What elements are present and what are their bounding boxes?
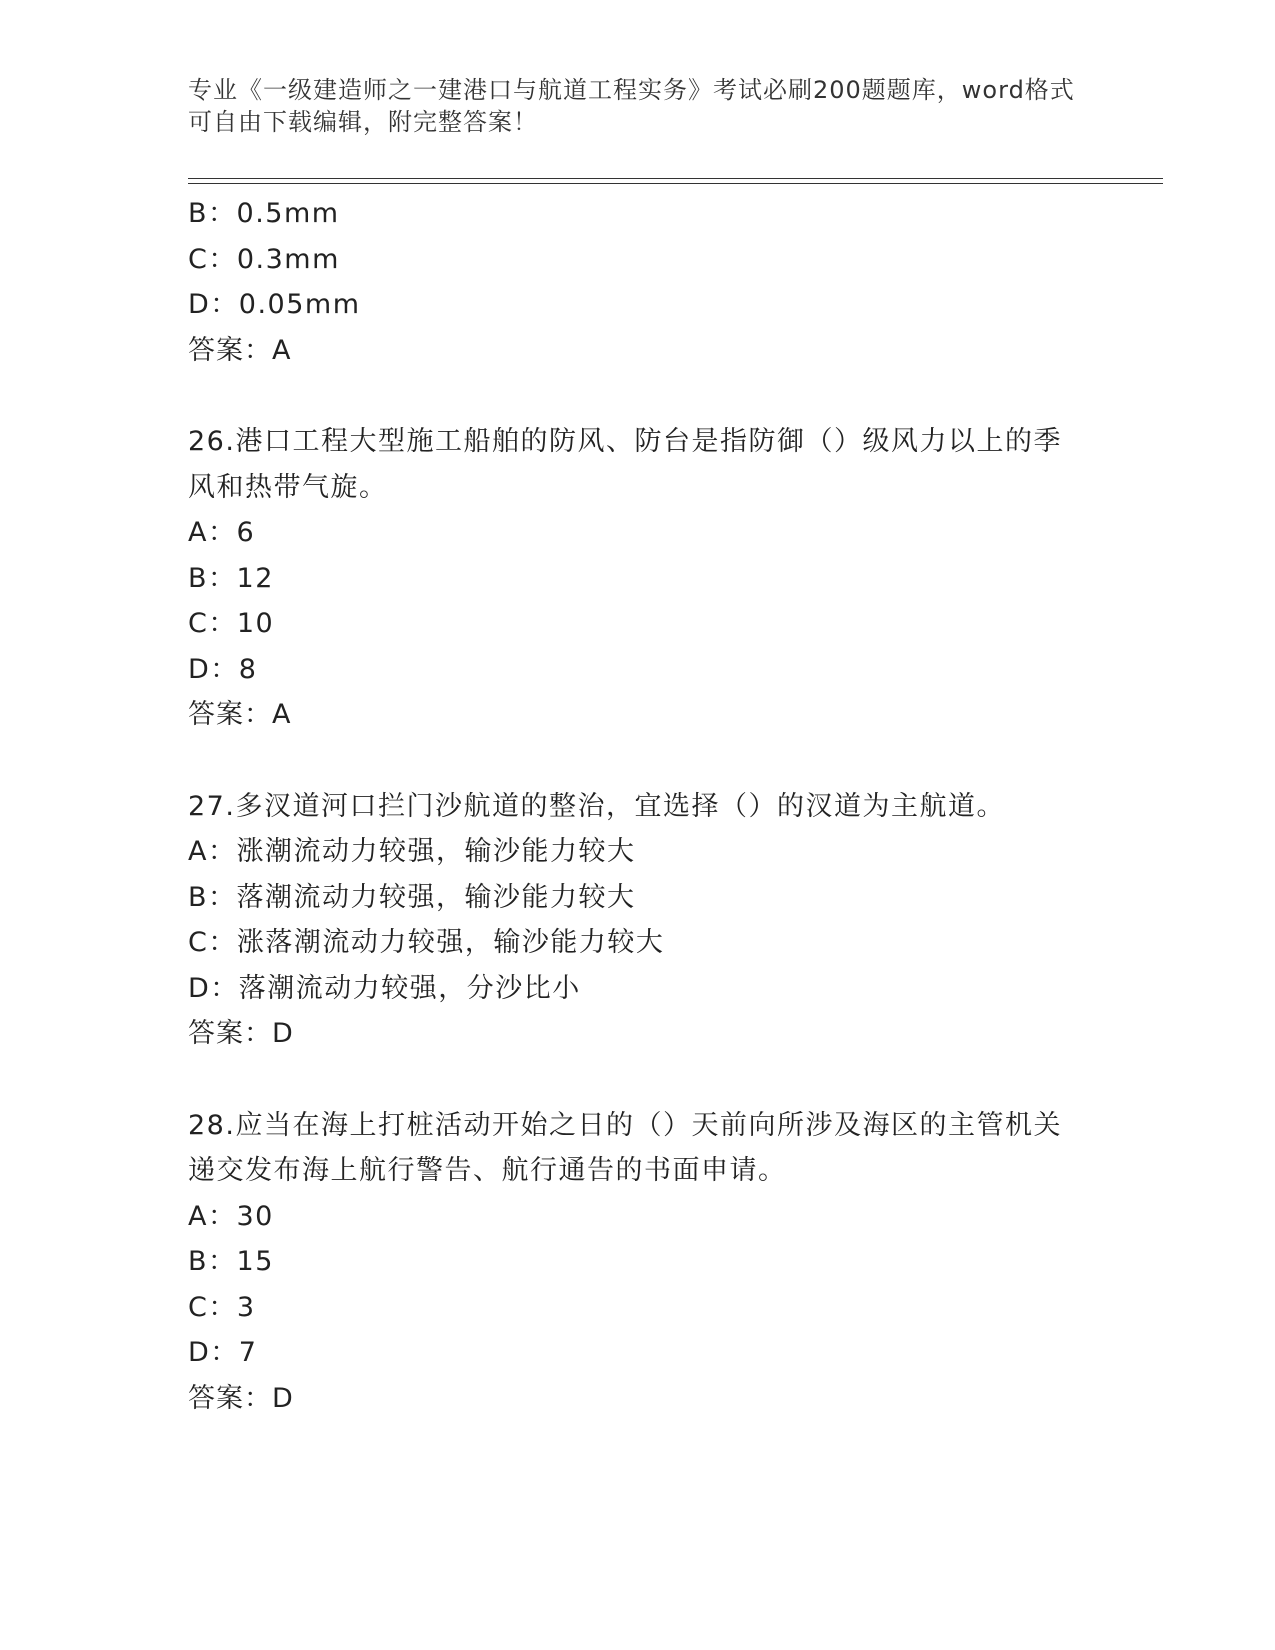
answer-line: 答案：A <box>188 334 292 366</box>
header-rule-top <box>188 178 1163 179</box>
question-26 <box>188 419 1088 738</box>
question-25-continued <box>188 191 1088 373</box>
option-c: C：0.3mm <box>188 243 340 275</box>
spacer <box>188 738 1088 784</box>
question-stem-line: 递交发布海上航行警告、航行通告的书面申请。 <box>188 1155 787 1186</box>
option-d: D：落潮流动力较强，分沙比小 <box>188 972 581 1004</box>
option-b: B：0.5mm <box>188 198 340 229</box>
header-title-line-1: 专业《一级建造师之一建港口与航道工程实务》考试必刷200题题库，word格式 <box>188 76 1075 104</box>
option-d: D：7 <box>188 1337 258 1368</box>
question-28 <box>188 1103 1088 1422</box>
question-stem-line: 风和热带气旋。 <box>188 471 388 503</box>
question-27 <box>188 784 1088 1057</box>
option-a: A：涨潮流动力较强，输沙能力较大 <box>188 836 636 867</box>
spacer <box>188 373 1088 419</box>
question-stem-line: 28.应当在海上打桩活动开始之日的（）天前向所涉及海区的主管机关 <box>188 1109 1062 1141</box>
option-b: B：12 <box>188 562 274 594</box>
header-title-line-2: 可自由下载编辑，附完整答案！ <box>188 108 538 136</box>
option-a: A：6 <box>188 517 256 548</box>
option-c: C：涨落潮流动力较强，输沙能力较大 <box>188 927 665 958</box>
header-rule-bottom <box>188 183 1163 184</box>
answer-line: 答案：A <box>188 699 292 730</box>
option-d: D：0.05mm <box>188 289 361 320</box>
question-list <box>188 191 1088 1421</box>
option-b: B：落潮流动力较强，输沙能力较大 <box>188 881 636 913</box>
answer-line: 答案：D <box>188 1018 294 1049</box>
spacer <box>188 1057 1088 1103</box>
option-c: C：10 <box>188 608 275 639</box>
option-d: D：8 <box>188 653 258 685</box>
option-a: A：30 <box>188 1200 274 1232</box>
answer-line: 答案：D <box>188 1382 294 1414</box>
option-c: C：3 <box>188 1291 256 1323</box>
option-b: B：15 <box>188 1246 274 1277</box>
question-stem-line: 26.港口工程大型施工船舶的防风、防台是指防御（）级风力以上的季 <box>188 426 1062 457</box>
question-stem-line: 27.多汊道河口拦门沙航道的整治，宜选择（）的汊道为主航道。 <box>188 790 1005 822</box>
document-header <box>188 74 1088 138</box>
